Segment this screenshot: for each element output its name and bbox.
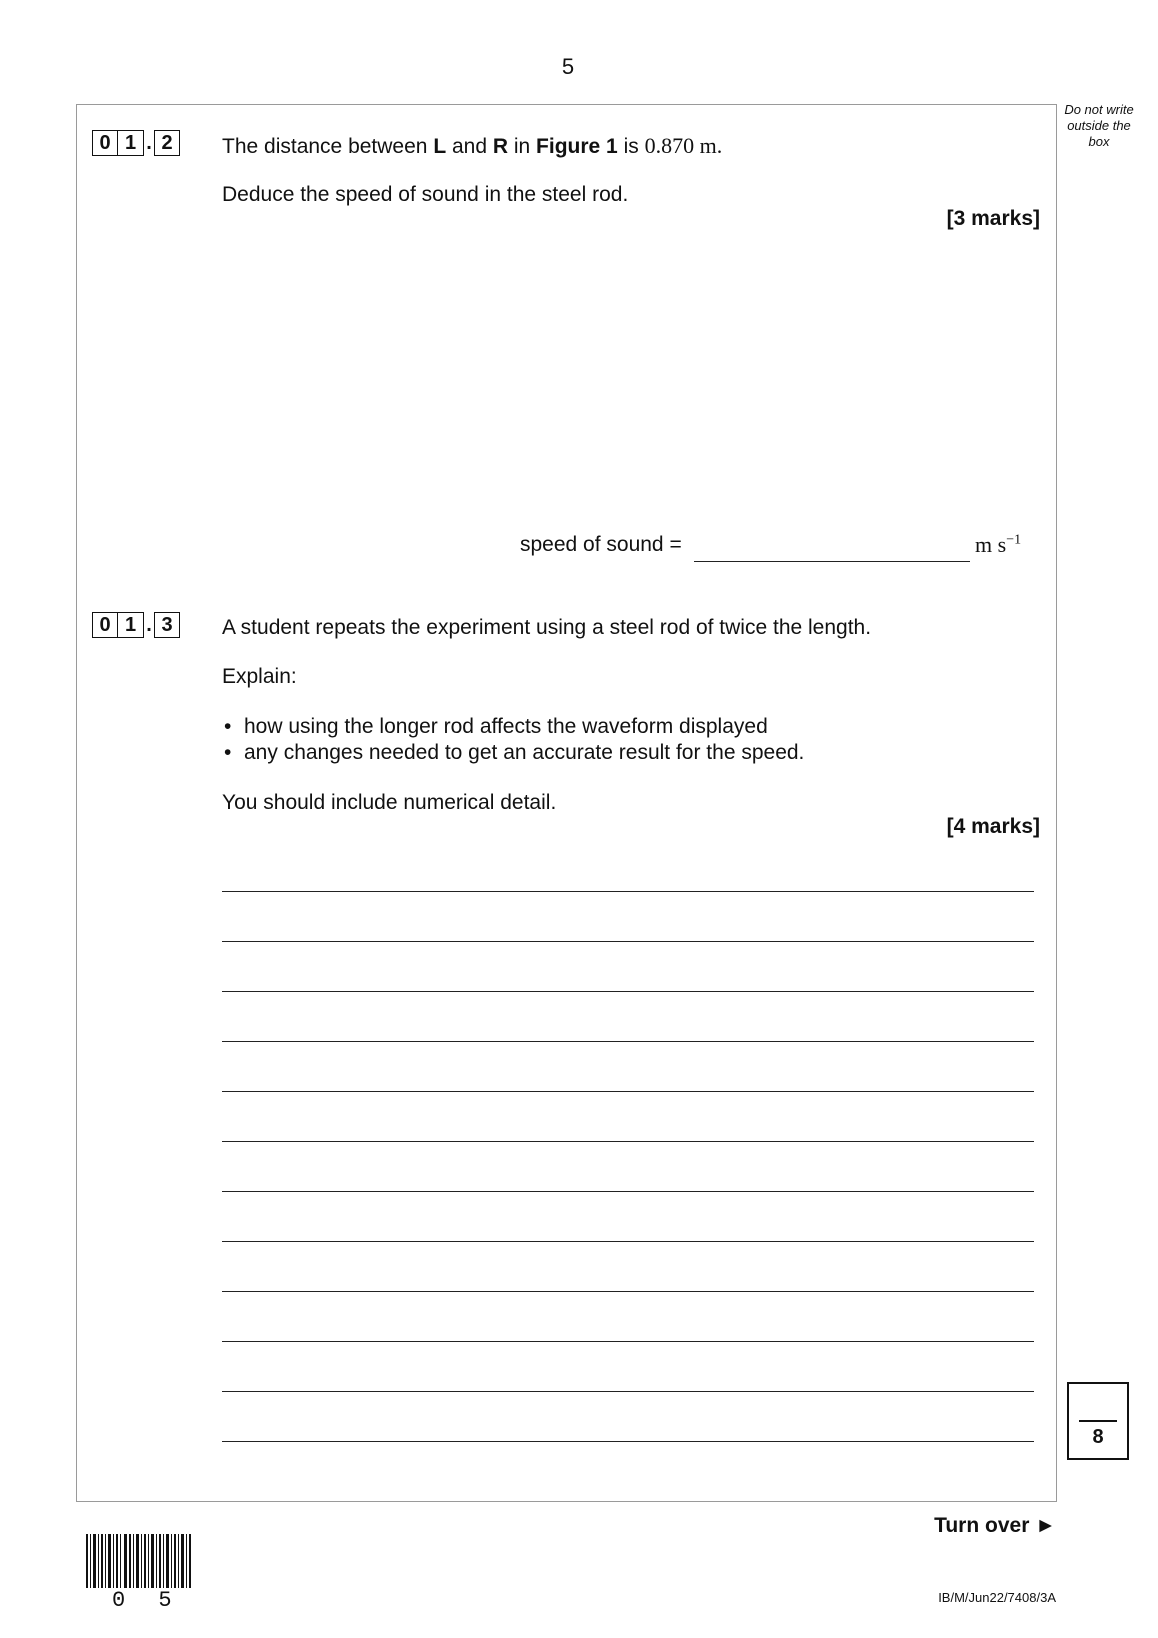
turn-over-label: Turn over ► bbox=[934, 1514, 1056, 1537]
margin-note bbox=[1054, 102, 1144, 150]
bullet-list bbox=[222, 714, 804, 766]
score-total: 8 bbox=[1092, 1426, 1104, 1448]
speed-answer-line[interactable] bbox=[694, 561, 970, 562]
page-number: 5 bbox=[561, 54, 575, 79]
unit-exponent: −1 bbox=[1006, 532, 1022, 548]
barcode-digits: 0 5 bbox=[112, 1588, 182, 1613]
marks-01-3: [4 marks] bbox=[946, 815, 1040, 838]
answer-line[interactable] bbox=[222, 1191, 1034, 1192]
paper-code: IB/M/Jun22/7408/3A bbox=[938, 1590, 1056, 1605]
answer-line[interactable] bbox=[222, 1241, 1034, 1242]
text-segment: in bbox=[508, 135, 537, 158]
margin-note-line: outside the bbox=[1067, 118, 1131, 133]
question-digit: 0 bbox=[92, 130, 118, 156]
question-digit: 0 bbox=[92, 612, 118, 638]
question-digit: 3 bbox=[154, 612, 180, 638]
answer-line[interactable] bbox=[222, 1441, 1034, 1442]
answer-line[interactable] bbox=[222, 991, 1034, 992]
text-segment: and bbox=[446, 135, 493, 158]
question-01-3-text: A student repeats the experiment using a steel rod of twice the length. bbox=[222, 616, 872, 639]
label-L: L bbox=[433, 135, 447, 158]
answer-line[interactable] bbox=[222, 941, 1034, 942]
explain-heading: Explain: bbox=[222, 665, 297, 688]
unit-base: m s bbox=[975, 532, 1007, 557]
question-dot: . bbox=[146, 132, 152, 154]
label-R: R bbox=[492, 135, 509, 158]
distance-value: 0.870 m. bbox=[644, 133, 723, 158]
answer-label: speed of sound = bbox=[520, 533, 682, 556]
barcode-icon bbox=[86, 1534, 192, 1590]
answer-line[interactable] bbox=[222, 891, 1034, 892]
question-01-2-instruction: Deduce the speed of sound in the steel rod. bbox=[222, 183, 629, 206]
bullet-item: • any changes needed to get an accurate result for the speed. bbox=[222, 740, 804, 766]
answer-line[interactable] bbox=[222, 1041, 1034, 1042]
answer-line[interactable] bbox=[222, 1291, 1034, 1292]
figure-reference: Figure 1 bbox=[536, 135, 618, 158]
marks-01-2: [3 marks] bbox=[946, 207, 1040, 230]
margin-note-line: box bbox=[1088, 134, 1110, 149]
numerical-detail-note: You should include numerical detail. bbox=[222, 791, 557, 814]
question-number-01-3 bbox=[92, 612, 180, 638]
text-segment: The distance between bbox=[222, 135, 434, 158]
unit-label bbox=[975, 532, 1021, 558]
answer-line[interactable] bbox=[222, 1341, 1034, 1342]
text-segment: is bbox=[617, 135, 645, 158]
question-digit: 1 bbox=[118, 130, 144, 156]
score-box bbox=[1067, 1382, 1129, 1460]
margin-note-line: Do not write bbox=[1064, 102, 1134, 117]
question-01-2-text bbox=[222, 133, 722, 160]
question-digit: 2 bbox=[154, 130, 180, 156]
question-dot: . bbox=[146, 614, 152, 636]
question-number-01-2 bbox=[92, 130, 180, 156]
answer-line[interactable] bbox=[222, 1391, 1034, 1392]
answer-line[interactable] bbox=[222, 1141, 1034, 1142]
question-digit: 1 bbox=[118, 612, 144, 638]
bullet-item: • how using the longer rod affects the waveform displayed bbox=[222, 714, 804, 740]
score-rule bbox=[1079, 1420, 1117, 1422]
answer-line[interactable] bbox=[222, 1091, 1034, 1092]
